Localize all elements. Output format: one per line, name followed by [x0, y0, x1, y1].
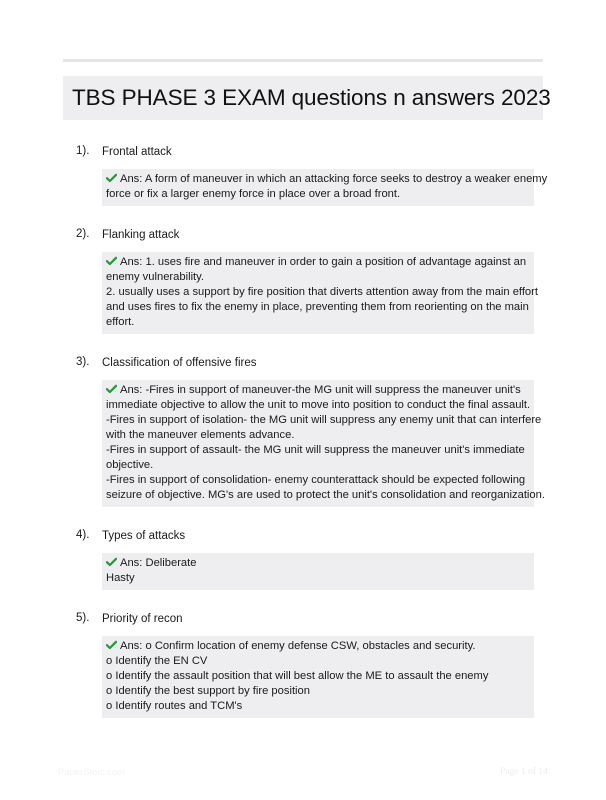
answer-box [102, 636, 534, 718]
answer-line: with the maneuver elements advance. [106, 429, 295, 441]
answer-line: o Identify routes and TCM's [106, 700, 243, 712]
answer-line: objective. [106, 459, 154, 471]
question-number: 1). [76, 145, 90, 157]
page-title: TBS PHASE 3 EXAM questions n answers 2023 [72, 85, 551, 110]
answer-line: and uses fires to fix the enemy in place, preventing them from reorienting on the main [106, 301, 529, 313]
answer-box [102, 169, 548, 206]
check-icon [106, 384, 117, 394]
answer-line: o Identify the EN CV [106, 655, 208, 667]
question-number: 2). [76, 228, 90, 240]
question-number: 5). [76, 612, 90, 624]
answer-box [102, 380, 545, 507]
question-text: Frontal attack [102, 146, 172, 158]
answer-line: force or fix a larger enemy force in place over a broad front. [106, 188, 401, 200]
question-text: Types of attacks [102, 530, 186, 542]
title-banner [63, 76, 551, 120]
question-text: Priority of recon [102, 613, 183, 625]
answer-line: 2. usually uses a support by fire position that diverts attention away from the main effort [106, 286, 538, 298]
answer-line: effort. [106, 316, 135, 328]
check-icon [106, 256, 117, 266]
answer-line: Hasty [106, 572, 135, 584]
question-number: 3). [76, 356, 90, 368]
footer-watermark: PaperStoic.com [58, 767, 126, 778]
answer-line: -Fires in support of assault- the MG unit will suppress the maneuver unit's immediate [106, 444, 525, 456]
question-number: 4). [76, 529, 90, 541]
top-divider [63, 59, 543, 62]
answer-line: -Fires in support of consolidation- enemy counterattack should be expected following [106, 474, 526, 486]
answer-line: Ans: 1. uses fire and maneuver in order to gain a position of advantage against an [106, 255, 528, 270]
answer-line: o Identify the best support by fire position [106, 685, 310, 697]
question-text: Classification of offensive fires [102, 357, 257, 369]
answer-line: Ans: A form of maneuver in which an attacking force seeks to destroy a weaker enemy [106, 172, 528, 187]
answer-line: o Identify the assault position that will best allow the ME to assault the enemy [106, 670, 489, 682]
page-indicator: Page 1 of 14 [500, 767, 548, 777]
answer-box [102, 553, 534, 590]
answer-line: immediate objective to allow the unit to move into position to conduct the final assault. [106, 399, 531, 411]
answer-line: Ans: -Fires in support of maneuver-the MG unit will suppress the maneuver unit's [106, 383, 528, 398]
answer-box [102, 252, 538, 334]
check-icon [106, 557, 117, 567]
question-text: Flanking attack [102, 229, 180, 241]
check-icon [106, 640, 117, 650]
answer-line: seizure of objective. MG's are used to protect the unit's consolidation and reorganization. [106, 489, 545, 501]
answer-line: Ans: o Confirm location of enemy defense CSW, obstacles and security. [106, 639, 528, 654]
answer-line: Ans: Deliberate [106, 556, 528, 571]
check-icon [106, 173, 117, 183]
answer-line: -Fires in support of isolation- the MG unit will suppress any enemy unit that can interfere [106, 414, 542, 426]
answer-line: enemy vulnerability. [106, 271, 205, 283]
